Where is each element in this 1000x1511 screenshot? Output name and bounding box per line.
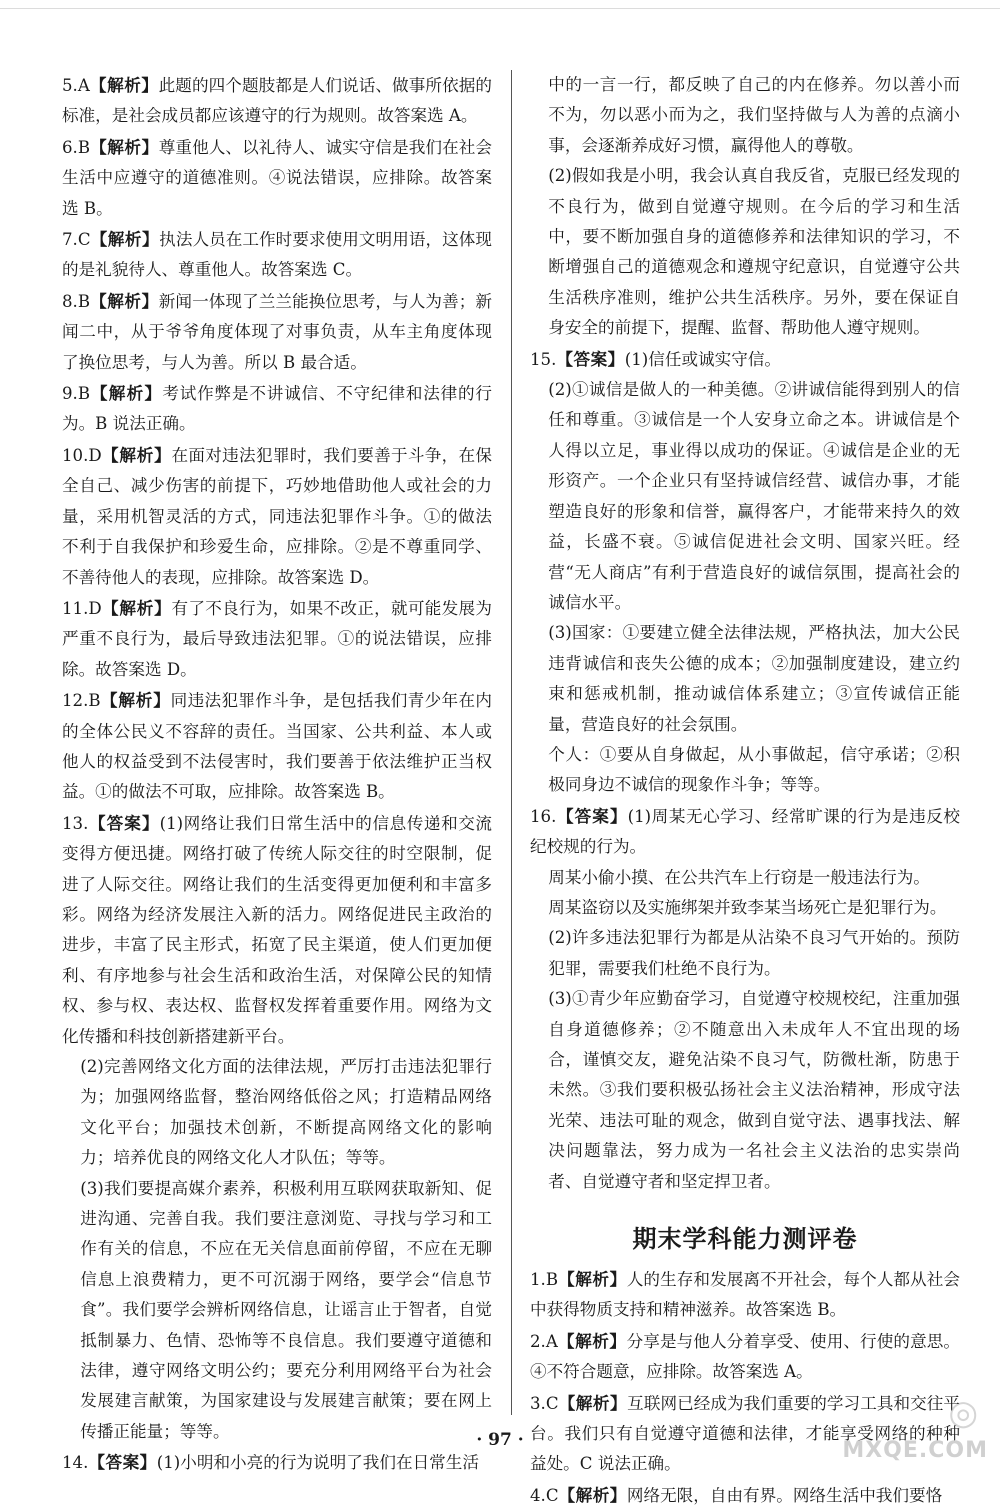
answer-tag: 【答案】: [556, 348, 625, 369]
question-number: 4.C: [530, 1485, 559, 1505]
question-number: 7.C: [62, 230, 91, 250]
answer-text: 考试作弊是不讲诚信、不守纪律和法律的行为。B 说法正确。: [62, 384, 493, 434]
answer-paragraph: [62, 286, 492, 378]
answer-text: (2)①诚信是做人的一种美德。②讲诚信能得到别人的信任和尊重。③诚信是一个人安身立命之本。讲诚信是个人得以立足，事业得以成功的保证。④诚信是企业的无形资产。一个企业只有坚持诚信经营、诚信办事，才能塑造良好的形象和信誉，赢得客户，才能带来持久的效益，长盛不衰。⑤诚信促进社会文明、国家兴旺。经营“无人商店”有利于营造良好的诚信氛围，提高社会的诚信水平。: [548, 380, 960, 612]
question-number: 14.: [62, 1453, 89, 1473]
answer-paragraph: [530, 344, 960, 375]
answer-text: (2)假如我是小明，我会认真自我反省，克服已经发现的不良行为，做到自觉遵守规则。在今后的学习和生活中，要不断加强自身的道德修养和法律知识的学习，不断增强自己的道德观念和遵规守纪意识，自觉遵守公共生活秩序准则，维护公共生活秩序。另外，要在保证自身安全的前提下，提醒、监督、帮助他人遵守规则。: [548, 166, 960, 338]
question-number: 16.: [530, 806, 557, 826]
answer-text: (3)①青少年应勤奋学习，自觉遵守校规校纪，注重加强自身道德修养；②不随意出入未成年人不宜出现的场合，谨慎交友，避免沾染不良习气，防微杜渐，防患于未然。③我们要积极弘扬社会主义法治精神，形成守法光荣、违法可耻的观念，做到自觉守法、遇事找法、解决问题靠法，努力成为一名社会主义法治的忠实崇尚者、自觉遵守者和坚定捍卫者。: [548, 989, 960, 1191]
answer-paragraph: [62, 132, 492, 224]
answer-paragraph: [530, 161, 960, 343]
answer-text: 有了不良行为，如果不改正，就可能发展为严重不良行为，最后导致违法犯罪。①的说法错误，应排除。故答案选 D。: [62, 598, 493, 679]
answer-paragraph: [530, 740, 960, 801]
right-column: [530, 70, 960, 1511]
answer-tag: 【解析】: [557, 1330, 627, 1351]
left-column: [62, 70, 492, 1479]
answer-text: (2)完善网络文化方面的法律法规，严厉打击违法犯罪行为；加强网络监督，整治网络低俗之风；打造精品网络文化平台；加强技术创新，不断提高网络文化的影响力；培养优良的网络文化人才队伍；等等。: [80, 1057, 492, 1168]
answer-paragraph: [62, 685, 492, 808]
question-number: 11.D: [62, 598, 102, 618]
answer-tag: 【解析】: [90, 136, 159, 157]
answer-paragraph: [530, 893, 960, 923]
answer-text: 网络无限，自由有界。网络生活中我们要恪: [626, 1485, 943, 1505]
answer-tag: 【解析】: [90, 383, 163, 404]
answer-text: 周某盗窃以及实施绑架并致李某当场死亡是犯罪行为。: [548, 897, 947, 917]
question-number: 10.D: [62, 445, 102, 465]
question-number: 5.A: [62, 76, 90, 95]
right-column-lower: [530, 1264, 960, 1511]
answer-text: 同违法犯罪作斗争，是包括我们青少年在内的全体公民义不容辞的责任。当国家、公共利益、本人或他人的权益受到不法侵害时，我们要善于依法维护正当权益。①的做法不可取，应排除。故答案选 B。: [62, 691, 493, 802]
answer-text: (1)信任或诚实守信。: [624, 349, 782, 369]
answer-paragraph: [530, 618, 960, 740]
answer-tag: 【答案】: [88, 1452, 157, 1473]
answer-paragraph: [530, 801, 960, 863]
answer-tag: 【解析】: [558, 1269, 627, 1290]
answer-text: (1)周某无心学习、经常旷课的行为是违反校纪校规的行为。: [530, 806, 960, 857]
answer-paragraph: [530, 1264, 960, 1326]
question-number: 1.B: [530, 1270, 559, 1290]
question-number: 6.B: [62, 137, 91, 157]
column-divider: [511, 70, 512, 1415]
answer-paragraph: [62, 1052, 492, 1174]
answer-paragraph: [62, 378, 492, 440]
answer-text: (2)许多违法犯罪行为都是从沾染不良习气开始的。预防犯罪，需要我们杜绝不良行为。: [548, 928, 960, 978]
answer-paragraph: [530, 1480, 960, 1511]
answer-text: (1)小明和小亮的行为说明了我们在日常生活: [156, 1453, 479, 1473]
answer-paragraph: [530, 70, 960, 161]
watermark-logo: ◎: [948, 1393, 978, 1433]
question-number: 15.: [530, 349, 557, 369]
answer-text: 人的生存和发展离不开社会，每个人都从社会中获得物质支持和精神滋养。故答案选 B。: [530, 1270, 961, 1320]
answer-paragraph: [62, 1174, 492, 1448]
question-number: 8.B: [62, 291, 91, 311]
answer-tag: 【答案】: [88, 812, 160, 833]
answer-tag: 【解析】: [101, 597, 172, 618]
watermark: [798, 1393, 988, 1463]
answer-text: 中的一言一行，都反映了自己的内在修养。勿以善小而不为，勿以恶小而为之，我们坚持做与人为善的点滴小事，会逐渐养成好习惯，赢得他人的尊敬。: [548, 75, 960, 155]
answer-paragraph: [530, 863, 960, 893]
answer-paragraph: [530, 375, 960, 618]
top-rule: [0, 8, 1000, 9]
answer-tag: 【解析】: [90, 290, 159, 311]
answer-tag: 【解析】: [90, 229, 160, 250]
answer-paragraph: [62, 593, 492, 685]
question-number: 13.: [62, 813, 89, 833]
question-number: 12.B: [62, 691, 101, 711]
answer-text: (3)我们要提高媒介素养，积极利用互联网获取新知、促进沟通、完善自我。我们要注意浏览、寻找与学习和工作有关的信息，不应在无关信息面前停留，不应在无聊信息上浪费精力，更不可沉溺于网络，要学会“信息节食”。我们要学会辨析网络信息，让谣言止于智者，自觉抵制暴力、色情、恐怖等不良信息。我们要遵守道德和法律，遵守网络文明公约；要充分利用网络平台为社会发展建言献策，为国家建设与发展建言献策；要在网上传播正能量；等等。: [80, 1178, 492, 1441]
answer-text: (1)网络让我们日常生活中的信息传递和交流变得方便迅捷。网络打破了传统人际交往的时空限制，促进了人际交往。网络让我们的生活变得更加便利和丰富多彩。网络为经济发展注入新的活力。网络促进民主政治的进步，丰富了民主形式，拓宽了民主渠道，使人们更加便利、有序地参与社会生活和政治生活，对保障公民的知情权、参与权、表达权、监督权发挥着重要作用。网络为文化传播和科技创新搭建新平台。: [62, 813, 492, 1046]
answer-text: 新闻一体现了兰兰能换位思考，与人为善；新闻二中，从于爷爷角度体现了对事负责，从车主角度体现了换位思考，与人为善。所以 B 最合适。: [62, 291, 493, 372]
answer-paragraph: [530, 1326, 960, 1388]
answer-text: 执法人员在工作时要求使用文明用语，这体现的是礼貌待人、尊重他人。故答案选 C。: [62, 230, 493, 280]
answer-paragraph: [62, 808, 492, 1052]
answer-tag: 【解析】: [558, 1392, 628, 1413]
answer-paragraph: [530, 984, 960, 1197]
watermark-text: MXQE.COM: [842, 1438, 988, 1463]
answer-text: 尊重他人、以礼待人、诚实守信是我们在社会生活中应遵守的道德准则。④说法错误，应排除。故答案选 B。: [62, 137, 493, 218]
section-title: 期末学科能力测评卷: [632, 1225, 858, 1254]
page-number: · 97 ·: [476, 1430, 524, 1450]
question-number: 3.C: [530, 1393, 559, 1413]
right-column-upper: [530, 70, 960, 1197]
question-number: 2.A: [530, 1331, 558, 1351]
answer-text: 此题的四个题肢都是人们说话、做事所依据的标准，是社会成员都应该遵守的行为规则。故答案选 A。: [62, 76, 493, 126]
answer-tag: 【解析】: [101, 444, 172, 465]
answer-text: 周某小偷小摸、在公共汽车上行窃是一般违法行为。: [548, 867, 930, 887]
answer-paragraph: [62, 224, 492, 286]
answer-paragraph: [62, 1447, 492, 1478]
answer-tag: 【解析】: [558, 1484, 627, 1505]
answer-paragraph: [62, 70, 492, 132]
answer-tag: 【解析】: [89, 75, 159, 95]
answer-paragraph: [530, 923, 960, 984]
answer-text: 个人：①要从自身做起，从小事做起，信守承诺；②积极同身边不诚信的现象作斗争；等等。: [548, 744, 960, 795]
answer-tag: 【答案】: [556, 805, 628, 826]
answer-tag: 【解析】: [100, 690, 171, 711]
answer-paragraph: [62, 440, 492, 593]
question-number: 9.B: [62, 384, 91, 404]
answer-text: (3)国家：①要建立健全法律法规，严格执法，加大公民违背诚信和丧失公德的成本；②加强制度建设，建立约束和惩戒机制，推动诚信体系建立；③宣传诚信正能量，营造良好的社会氛围。: [548, 623, 960, 734]
answer-text: 互联网已经成为我们重要的学习工具和交往平台。我们只有自觉遵守道德和法律，才能享受网络的种种益处。C 说法正确。: [530, 1393, 961, 1474]
answer-text: 分享是与他人分着享受、使用、行使的意思。④不符合题意，应排除。故答案选 A。: [530, 1331, 961, 1382]
answer-text: 在面对违法犯罪时，我们要善于斗争，在保全自己、减少伤害的前提下，巧妙地借助他人或社会的力量，采用机智灵活的方式，同违法犯罪作斗争。①的做法不利于自我保护和珍爱生命，应排除。②是不尊重同学、不善待他人的表现，应排除。故答案选 D。: [62, 445, 493, 587]
